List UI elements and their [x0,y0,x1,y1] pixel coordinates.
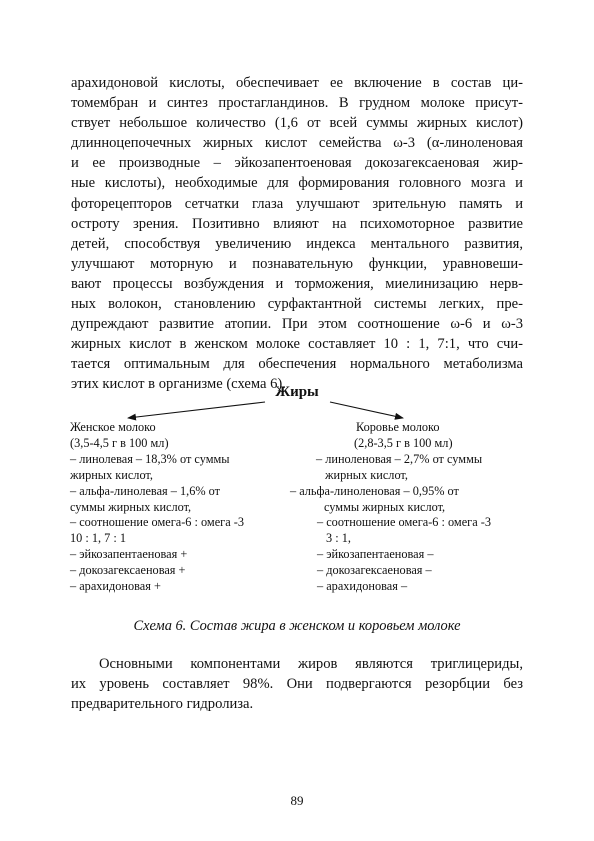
arrow-left [128,402,265,418]
text-line: вают процессы возбуждения и торможения, миелинизацию нерв- [71,275,523,292]
scheme-right-line: жирных кислот, [325,467,408,482]
scheme-right-line: – эйкозапентаеновая – [317,547,434,562]
text-line: жирных кислот в женском молоке составляет 10 : 1, 7:1, что счи- [71,336,523,353]
text-line: Основными компонентами жиров являются триглицериды, [99,656,523,672]
text-line: длинноцепочечных жирных кислот семейства ω-3 (α-линоленовая [71,135,523,152]
scheme-left-line: (3,5-4,5 г в 100 мл) [70,435,169,450]
scheme-left-line: – эйкозапентаеновая + [70,547,188,562]
scheme-left-line: 10 : 1, 7 : 1 [70,531,127,546]
text-line: томембран и синтез простагландинов. В грудном молоке присут- [71,95,523,112]
scheme-right-line: – соотношение омега-6 : омега -3 [317,515,491,530]
scheme-left-line: суммы жирных кислот, [70,499,192,514]
text-line: тается оптимальным для обеспечения нормального метаболизма [71,356,523,373]
text-line: предварительного гидролиза. [71,696,254,713]
scheme-left-line: жирных кислот, [70,467,153,482]
scheme-right-column [290,420,491,595]
page-number: 89 [290,793,304,808]
text-line: ных волокон, становлению сурфактантной системы легких, пре- [71,296,523,313]
scheme-caption: Схема 6. Состав жира в женском и коровьем молоке [133,618,461,634]
scheme-right-line: (2,8-3,5 г в 100 мл) [354,435,453,450]
scheme-left-line: – соотношение омега-6 : омега -3 [70,515,244,530]
scheme-right-line: – альфа-линоленовая – 0,95% от [290,483,459,498]
text-line: остроту зрения. Позитивно влияют на психомоторное развитие [71,215,523,232]
scheme-left-line: – докозагексаеновая + [70,563,186,578]
body-paragraph-2 [71,654,523,714]
text-line: их уровень составляет 98%. Они подвергаются резорбции без [71,676,523,693]
scheme-right-line: – арахидоновая – [317,579,408,594]
scheme-left-line: – арахидоновая + [70,579,161,594]
text-line: детей, способствуя увеличению индекса ментального развития, [71,235,523,252]
arrow-right [330,402,403,418]
text-line: арахидоновой кислоты, обеспечивает ее включение в состав ци- [71,75,523,91]
scheme-title: Жиры [275,384,319,400]
scheme-right-line: Коровье молоко [356,420,440,434]
body-paragraph-1 [71,73,523,395]
scheme-left-line: – альфа-линолевая – 1,6% от [70,483,221,498]
scheme-right-line: – докозагексаеновая – [317,563,432,578]
text-line: и ее производные – эйкозапентоеновая докозагексаеновая жир- [71,155,523,172]
scheme-left-column [70,420,244,595]
text-line: дупреждают развитие атопии. При этом соотношение ω-6 и ω-3 [71,316,523,333]
text-line: этих кислот в организме (схема 6). [71,376,286,393]
scheme-left-line: Женское молоко [70,420,156,434]
text-line: улучшают моторную и познавательную функции, уравновеши- [71,255,523,272]
text-line: ные кислоты), необходимые для формирования головного мозга и [71,175,523,192]
scheme-right-line: 3 : 1, [326,531,351,546]
text-line: ствует небольшое количество (1,6 от всей суммы жирных кислот) [71,115,523,132]
scheme-left-line: – линолевая – 18,3% от суммы [70,451,230,466]
text-line: фоторецепторов сетчатки глаза улучшают зрительную память и [71,195,523,212]
scheme-right-line: суммы жирных кислот, [324,499,446,514]
scheme-right-line: – линоленовая – 2,7% от суммы [316,451,483,466]
